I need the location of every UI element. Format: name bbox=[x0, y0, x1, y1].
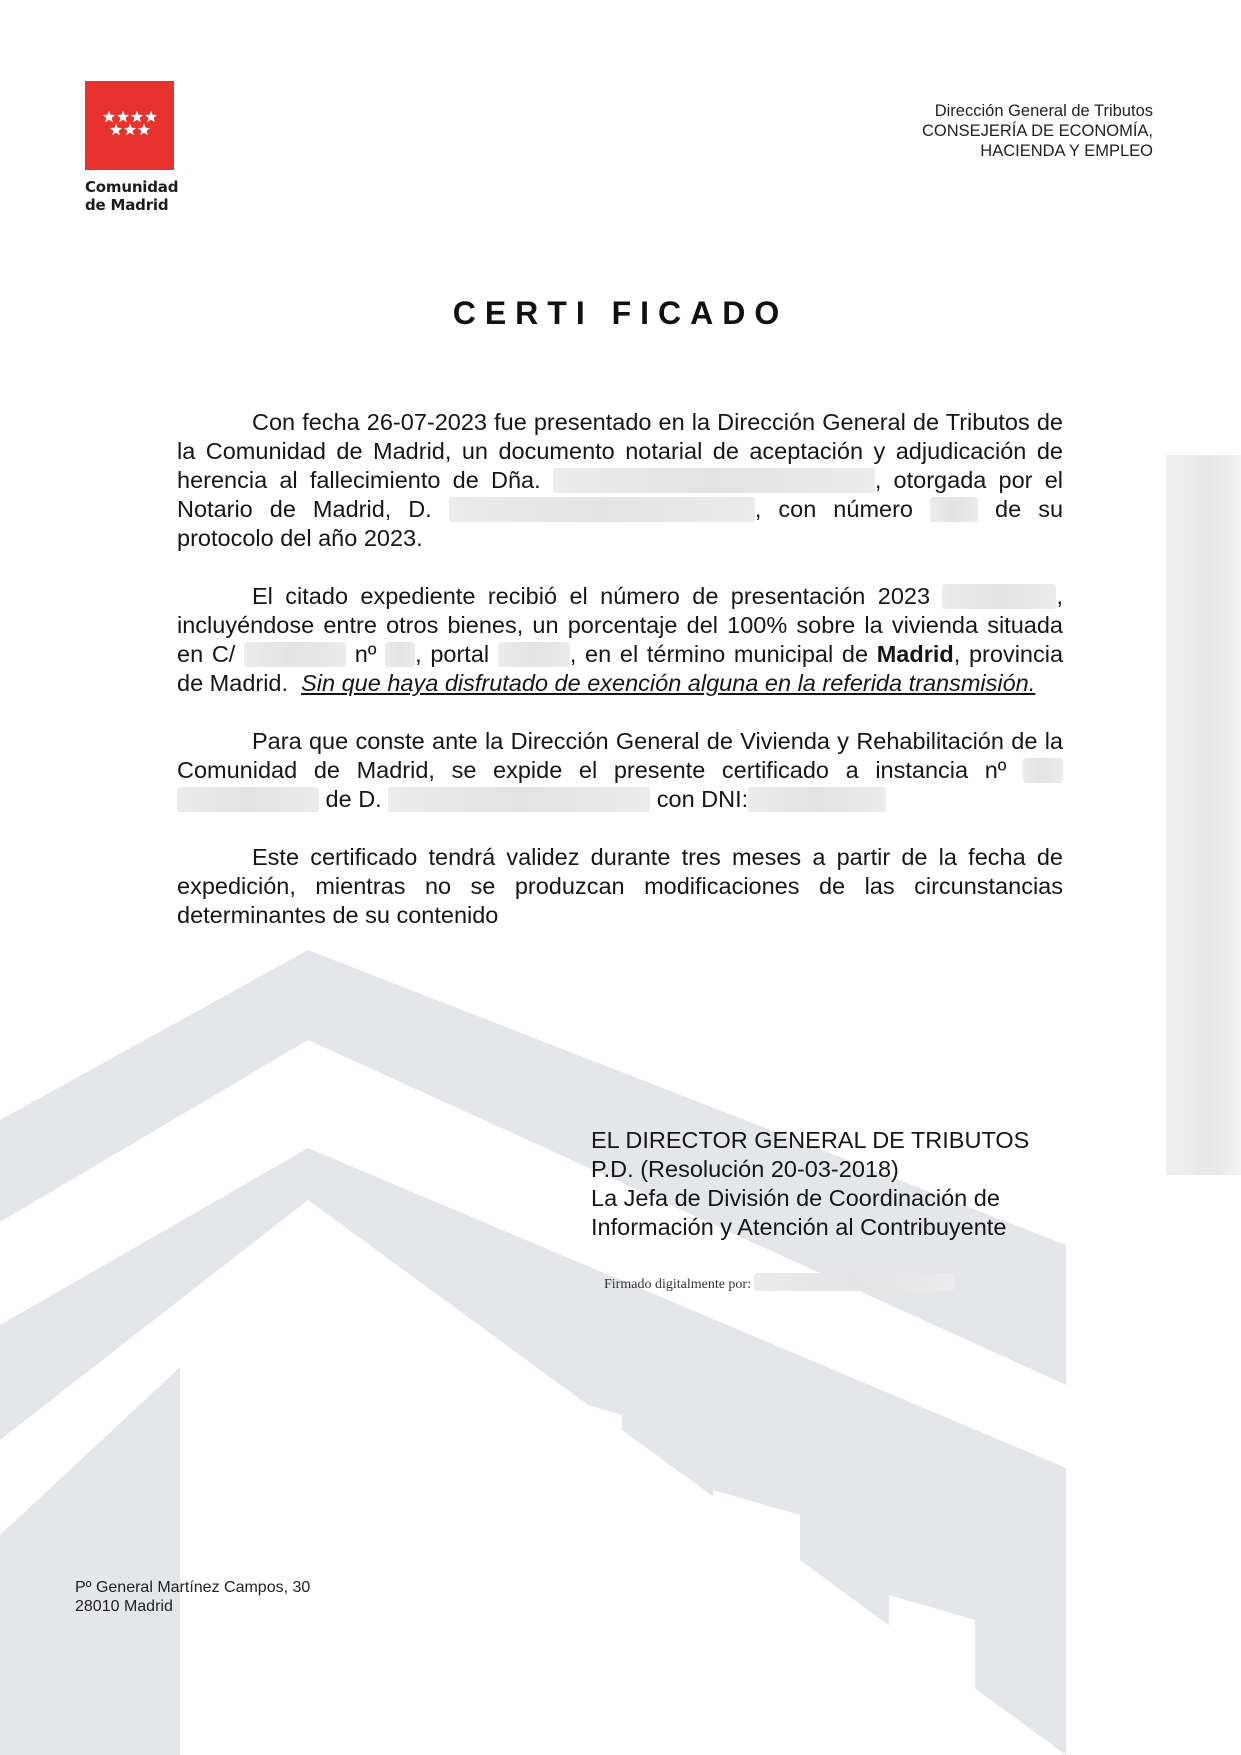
p1-text-4: de su protocolo del año 2023. bbox=[177, 496, 1064, 551]
redacted-dni bbox=[748, 787, 886, 812]
star-icon bbox=[145, 111, 157, 123]
p1-text-2: , otorgada por el Notario de Madrid, D. bbox=[177, 467, 1063, 522]
star-icon bbox=[131, 111, 143, 123]
star-icon bbox=[138, 124, 150, 136]
scan-edge-shadow bbox=[1166, 455, 1241, 1175]
p2-emphasis: Sin que haya disfrutado de exención alguna en la referida transmisión. bbox=[301, 670, 1036, 696]
dept-line-1: Dirección General de Tributos bbox=[934, 102, 1153, 120]
p2-text-4: , portal bbox=[415, 641, 490, 667]
redacted-notary bbox=[449, 497, 755, 522]
p3-text-3: con DNI: bbox=[656, 786, 749, 812]
paragraph-2 bbox=[177, 582, 1063, 698]
p2-text-2: , incluyéndose entre otros bienes, un porcentaje del 100% sobre la vivienda situada en C/ bbox=[177, 583, 1063, 667]
redacted-protocol-number bbox=[930, 497, 978, 522]
sig-line-1: EL DIRECTOR GENERAL DE TRIBUTOS bbox=[591, 1127, 1030, 1153]
paragraph-4: Este certificado tendrá validez durante tres meses a partir de la fecha de expedición, mientras no se produzcan modificaciones de las circunstancias determinantes de su contenido bbox=[177, 844, 1063, 928]
address-line-1: Pº General Martínez Campos, 30 bbox=[75, 1579, 311, 1596]
p2-text-3: nº bbox=[354, 641, 377, 667]
comunidad-madrid-logo bbox=[85, 81, 179, 214]
redacted-presentation-number bbox=[942, 584, 1056, 609]
logo-text-line1: Comunidad bbox=[85, 178, 179, 196]
stars-icon bbox=[85, 81, 174, 170]
redacted-street-number bbox=[385, 642, 415, 667]
logo-red-square bbox=[85, 81, 174, 170]
dept-line-3: HACIENDA Y EMPLEO bbox=[980, 142, 1153, 160]
star-icon bbox=[103, 111, 115, 123]
footer-address bbox=[75, 1578, 310, 1616]
p1-text-3: , con número bbox=[754, 496, 913, 522]
redacted-instance-number-a bbox=[1023, 758, 1063, 783]
star-icon bbox=[117, 111, 129, 123]
document-title: CERTI FICADO bbox=[452, 295, 789, 331]
p2-text-1: El citado expediente recibió el número de presentación 2023 bbox=[252, 583, 931, 609]
sig-line-2: P.D. (Resolución 20-03-2018) bbox=[591, 1156, 899, 1182]
sig-line-4: Información y Atención al Contribuyente bbox=[591, 1214, 1007, 1240]
p2-municipality: Madrid bbox=[876, 641, 954, 667]
p3-text-2: de D. bbox=[325, 786, 382, 812]
p2-text-5: , en el término municipal de bbox=[569, 641, 869, 667]
address-line-2: 28010 Madrid bbox=[75, 1598, 173, 1615]
logo-text-line2: de Madrid bbox=[85, 196, 169, 214]
p3-text-1: Para que conste ante la Dirección General de Vivienda y Rehabilitación de la Comunidad de Madrid, se expide el presente certificado a instancia nº bbox=[177, 728, 1063, 783]
redacted-name bbox=[553, 468, 875, 493]
star-icon bbox=[124, 124, 136, 136]
star-icon bbox=[110, 124, 122, 136]
p1-text-1: Con fecha 26-07-2023 fue presentado en la Dirección General de Tributos de la Comunidad de Madrid, un documento notarial de aceptación y adjudicación de herencia al fallecimiento de Dña. bbox=[177, 409, 1063, 493]
sig-line-3: La Jefa de División de Coordinación de bbox=[591, 1185, 1000, 1211]
paragraph-1 bbox=[177, 408, 1063, 553]
department-header bbox=[922, 101, 1153, 161]
paragraph-3 bbox=[177, 727, 1063, 814]
redacted-applicant bbox=[388, 787, 650, 812]
redacted-instance-number-b bbox=[177, 787, 319, 812]
certificate-body bbox=[177, 408, 1063, 959]
dept-line-2: CONSEJERÍA DE ECONOMÍA, bbox=[921, 122, 1153, 140]
redacted-portal bbox=[498, 642, 570, 667]
digital-signature bbox=[604, 1273, 954, 1293]
redacted-signer bbox=[754, 1273, 954, 1291]
signed-label: Firmado digitalmente por: bbox=[604, 1277, 751, 1292]
redacted-street bbox=[244, 642, 346, 667]
signature-block bbox=[591, 1126, 1029, 1242]
p2-text-6: , provincia de Madrid. bbox=[177, 641, 1064, 696]
